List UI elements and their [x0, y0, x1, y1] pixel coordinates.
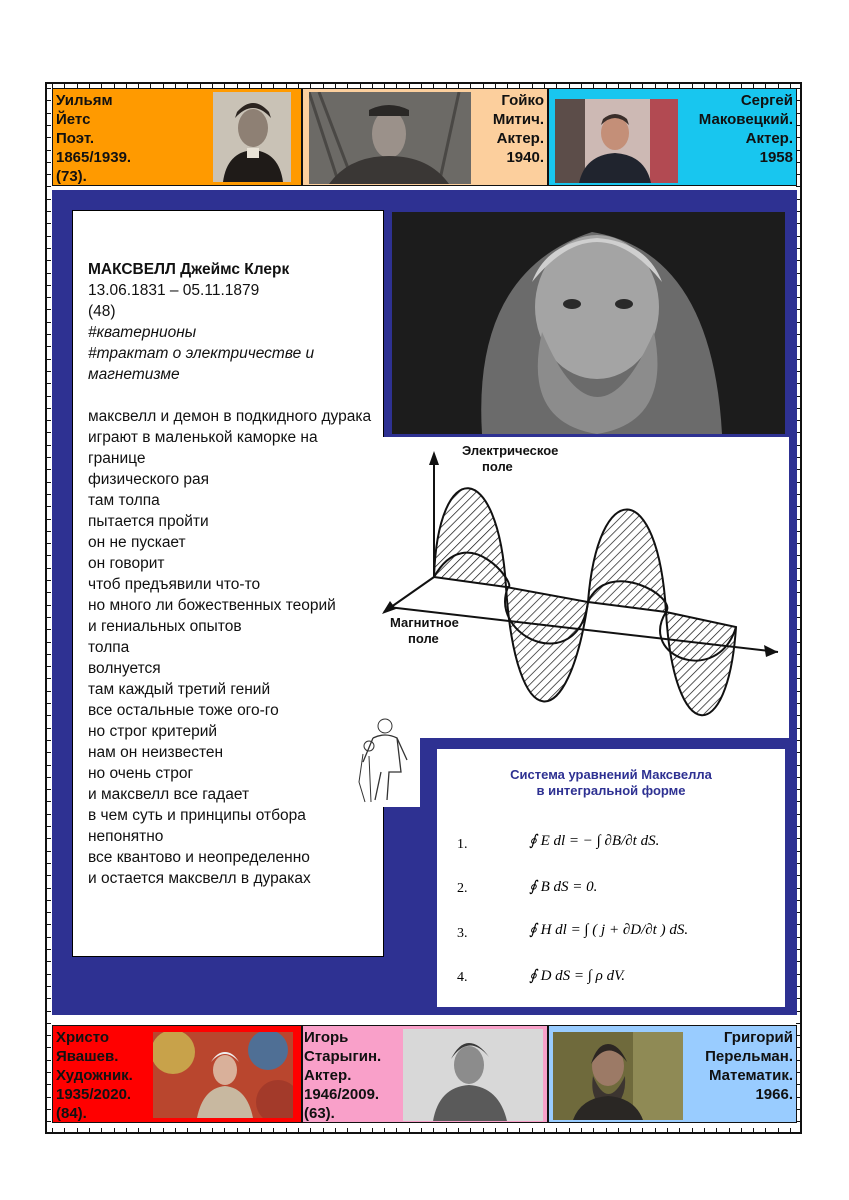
frame-tick — [45, 1011, 51, 1012]
frame-tick — [45, 678, 51, 679]
poem-line: в чем суть и принципы отбора — [88, 807, 306, 824]
frame-tick — [796, 186, 802, 187]
frame-tick — [163, 1128, 164, 1134]
frame-tick — [796, 1023, 802, 1024]
frame-tick — [45, 100, 51, 101]
frame-tick — [507, 1128, 508, 1134]
poem-line: чтоб предъявили что-то — [88, 576, 261, 593]
equation-1: ∮ E dl = − ∫ ∂B/∂t dS. — [529, 833, 660, 849]
frame-tick — [45, 1072, 51, 1073]
frame-tick — [45, 1023, 51, 1024]
frame-tick — [45, 998, 51, 999]
frame-tick — [45, 506, 51, 507]
frame-tick — [45, 580, 51, 581]
frame-tick — [45, 851, 51, 852]
frame-tick — [679, 1128, 680, 1134]
frame-tick — [45, 359, 51, 360]
frame-tick — [45, 248, 51, 249]
frame-tick — [45, 236, 51, 237]
frame-tick — [89, 1128, 90, 1134]
frame-tick — [45, 137, 51, 138]
equation-2: ∮ B dS = 0. — [529, 879, 598, 895]
frame-tick — [45, 555, 51, 556]
frame-tick — [421, 1128, 422, 1134]
frame-tick — [237, 1128, 238, 1134]
electric-field-label: Электрическое поле — [462, 443, 559, 474]
frame-tick — [187, 1128, 188, 1134]
frame-tick — [45, 273, 51, 274]
frame-tick — [45, 900, 51, 901]
equation-1-number: 1. — [457, 837, 468, 852]
poem-card — [72, 210, 384, 957]
christo-photo — [153, 1032, 293, 1118]
frame-tick — [45, 346, 51, 347]
frame-tick — [704, 1128, 705, 1134]
frame-tick — [45, 420, 51, 421]
poem-line: и максвелл все гадает — [88, 786, 250, 803]
frame-tick — [45, 949, 51, 950]
equation-2-number: 2. — [457, 881, 468, 896]
frame-tick — [495, 1128, 496, 1134]
frame-tick — [52, 1128, 53, 1134]
frame-tick — [581, 1128, 582, 1134]
frame-tick — [45, 174, 51, 175]
frame-tick — [606, 1128, 607, 1134]
poem-line: нам он неизвестен — [88, 744, 224, 761]
frame-tick — [45, 223, 51, 224]
perelman-photo — [553, 1032, 683, 1120]
frame-tick — [45, 334, 51, 335]
top-cell-mitic — [302, 88, 548, 186]
frame-tick — [45, 396, 51, 397]
frame-tick — [175, 1128, 176, 1134]
frame-tick — [655, 1128, 656, 1134]
frame-tick — [45, 322, 51, 323]
frame-tick — [45, 888, 51, 889]
equation-4: ∮ D dS = ∫ ρ dV. — [529, 968, 626, 984]
poem-line: но много ли божественных теорий — [88, 597, 336, 614]
frame-tick — [45, 838, 51, 839]
frame-tick — [150, 1128, 151, 1134]
frame-tick — [483, 1128, 484, 1134]
frame-tick — [45, 789, 51, 790]
makovetsky-photo — [555, 99, 678, 183]
frame-tick — [45, 605, 51, 606]
frame-tick — [45, 875, 51, 876]
frame-tick — [224, 1128, 225, 1134]
poem-line: толпа — [88, 639, 130, 656]
frame-tick — [433, 1128, 434, 1134]
bottom-cell-starygin — [302, 1025, 548, 1123]
frame-tick — [45, 1121, 51, 1122]
frame-tick — [45, 1109, 51, 1110]
poem-line: максвелл и демон в подкидного дурака — [88, 408, 372, 425]
bottom-cell-christo — [52, 1025, 302, 1123]
frame-tick — [790, 1128, 791, 1134]
frame-tick — [396, 1128, 397, 1134]
frame-tick — [45, 629, 51, 630]
frame-tick — [446, 1128, 447, 1134]
frame-tick — [692, 1128, 693, 1134]
frame-tick — [360, 1128, 361, 1134]
frame-tick — [200, 1128, 201, 1134]
top-cell-makovetsky-text: Сергей Маковецкий. Актер. 1958 — [698, 92, 793, 166]
poem-line: физического рая — [88, 471, 210, 488]
frame-tick — [310, 1128, 311, 1134]
frame-tick — [323, 1128, 324, 1134]
maxwell-portrait — [392, 212, 785, 434]
frame-tick — [45, 937, 51, 938]
frame-tick — [593, 1128, 594, 1134]
frame-tick — [45, 974, 51, 975]
starygin-photo — [403, 1029, 543, 1121]
magnetic-field-label: Магнитное поле — [390, 615, 459, 646]
yeats-photo — [213, 92, 291, 182]
frame-tick — [45, 961, 51, 962]
frame-tick — [630, 1128, 631, 1134]
frame-tick — [45, 1097, 51, 1098]
frame-tick — [470, 1128, 471, 1134]
frame-tick — [45, 1060, 51, 1061]
frame-tick — [45, 408, 51, 409]
frame-tick — [556, 1128, 557, 1134]
frame-tick — [45, 642, 51, 643]
frame-tick — [45, 309, 51, 310]
frame-tick — [45, 1035, 51, 1036]
bottom-cell-starygin-text: Игорь Старыгин. Актер. 1946/2009. (63). — [304, 1029, 382, 1122]
frame-tick — [335, 1128, 336, 1134]
frame-tick — [741, 1128, 742, 1134]
frame-tick — [273, 1128, 274, 1134]
frame-tick — [45, 814, 51, 815]
frame-tick — [372, 1128, 373, 1134]
frame-tick — [114, 1128, 115, 1134]
frame-tick — [286, 1128, 287, 1134]
frame-tick — [45, 715, 51, 716]
frame-tick — [45, 186, 51, 187]
bottom-cell-perelman-text: Григорий Перельман. Математик. 1966. — [705, 1029, 793, 1103]
frame-tick — [45, 703, 51, 704]
frame-tick — [45, 740, 51, 741]
frame-tick — [667, 1128, 668, 1134]
frame-tick — [298, 1128, 299, 1134]
frame-tick — [45, 125, 51, 126]
equation-3-number: 3. — [457, 926, 468, 941]
bottom-cell-christo-text: Христо Явашев. Художник. 1935/2020. (84). — [56, 1029, 133, 1122]
frame-tick — [77, 1128, 78, 1134]
equation-4-number: 4. — [457, 970, 468, 985]
frame-tick — [45, 113, 51, 114]
frame-tick — [409, 1128, 410, 1134]
frame-tick — [45, 801, 51, 802]
frame-tick — [765, 1128, 766, 1134]
frame-tick — [45, 285, 51, 286]
frame-tick — [45, 371, 51, 372]
frame-tick — [45, 986, 51, 987]
frame-tick — [45, 531, 51, 532]
frame-tick — [618, 1128, 619, 1134]
bio-tag-treatise: #трактат о электричестве и магнетизме — [88, 345, 315, 383]
frame-tick — [45, 150, 51, 151]
em-wave-diagram — [378, 437, 789, 738]
frame-tick — [45, 383, 51, 384]
frame-tick — [101, 1128, 102, 1134]
frame-tick — [45, 728, 51, 729]
poem-line: там каждый третий гений — [88, 681, 271, 698]
poem-line: все квантово и неопределенно — [88, 849, 310, 866]
frame-tick — [45, 617, 51, 618]
frame-tick — [45, 162, 51, 163]
top-cell-yeats — [52, 88, 302, 186]
poem-content — [88, 259, 378, 889]
frame-tick — [45, 912, 51, 913]
poem-line: он говорит — [88, 555, 165, 572]
frame-tick — [384, 1128, 385, 1134]
frame-tick — [45, 568, 51, 569]
bottom-cell-perelman — [548, 1025, 797, 1123]
equations-title-line1: Система уравнений Максвелла — [510, 767, 712, 782]
poem-line: он не пускает — [88, 534, 186, 551]
sketch-figures — [345, 712, 420, 807]
frame-tick — [45, 666, 51, 667]
frame-tick — [45, 592, 51, 593]
frame-tick — [212, 1128, 213, 1134]
frame-tick — [532, 1128, 533, 1134]
frame-tick — [642, 1128, 643, 1134]
frame-tick — [716, 1128, 717, 1134]
top-cell-mitic-text: Гойко Митич. Актер. 1940. — [492, 92, 544, 166]
poem-lines — [88, 406, 378, 889]
poem-line: но строг критерий — [88, 723, 218, 740]
frame-tick — [778, 1128, 779, 1134]
frame-tick — [45, 88, 51, 89]
frame-tick — [458, 1128, 459, 1134]
poem-line: там толпа — [88, 492, 160, 509]
frame-tick — [45, 863, 51, 864]
frame-tick — [45, 543, 51, 544]
frame-tick — [45, 765, 51, 766]
poem-line: волнуется — [88, 660, 161, 677]
frame-tick — [64, 1128, 65, 1134]
top-cell-makovetsky — [548, 88, 797, 186]
frame-tick — [347, 1128, 348, 1134]
frame-tick — [45, 1047, 51, 1048]
frame-tick — [45, 777, 51, 778]
frame-tick — [45, 211, 51, 212]
frame-tick — [45, 494, 51, 495]
frame-tick — [45, 469, 51, 470]
frame-tick — [45, 432, 51, 433]
poem-line: и гениальных опытов — [88, 618, 242, 635]
frame-tick — [45, 457, 51, 458]
frame-tick — [126, 1128, 127, 1134]
frame-tick — [261, 1128, 262, 1134]
frame-tick — [45, 826, 51, 827]
frame-tick — [753, 1128, 754, 1134]
frame-tick — [45, 1084, 51, 1085]
top-cell-yeats-text: Уильям Йетс Поэт. 1865/1939. (73). — [56, 92, 132, 185]
frame-tick — [45, 297, 51, 298]
bio-tag-quaternions: #кватернионы — [88, 324, 197, 341]
poem-line: играют в маленькой каморке на границе — [88, 429, 318, 467]
frame-tick — [249, 1128, 250, 1134]
frame-tick — [544, 1128, 545, 1134]
bio-age: (48) — [88, 303, 116, 320]
frame-tick — [45, 482, 51, 483]
frame-tick — [45, 445, 51, 446]
frame-tick — [45, 260, 51, 261]
frame-tick — [138, 1128, 139, 1134]
frame-tick — [45, 199, 51, 200]
frame-tick — [45, 752, 51, 753]
frame-tick — [45, 691, 51, 692]
poem-line: но очень строг — [88, 765, 194, 782]
bio-name: МАКСВЕЛЛ Джеймс Клерк — [88, 261, 290, 278]
frame-tick — [519, 1128, 520, 1134]
frame-tick — [45, 654, 51, 655]
bio-dates: 13.06.1831 – 05.11.1879 — [88, 282, 260, 299]
poem-line: непонятно — [88, 828, 164, 845]
equation-3: ∮ H dl = ∫ ( j + ∂D/∂t ) dS. — [529, 922, 689, 938]
frame-tick — [569, 1128, 570, 1134]
equations-title-line2: в интегральной форме — [536, 783, 686, 798]
mitic-photo — [309, 92, 471, 184]
frame-tick — [45, 519, 51, 520]
poem-line: пытается пройти — [88, 513, 209, 530]
frame-tick — [729, 1128, 730, 1134]
frame-tick — [45, 924, 51, 925]
poem-line: и остается максвелл в дураках — [88, 870, 311, 887]
poem-line: все остальные тоже ого-го — [88, 702, 279, 719]
maxwell-equations-card — [437, 749, 785, 1007]
